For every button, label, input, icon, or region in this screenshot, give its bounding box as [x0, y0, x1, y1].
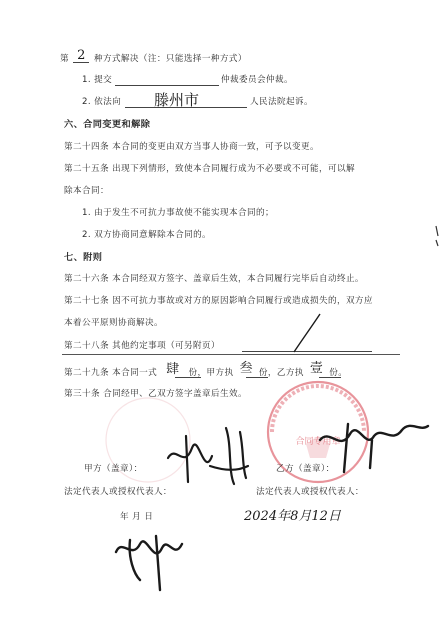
article-28: 第二十八条 其他约定事项（可另附页）: [64, 341, 221, 351]
option2-prefix: 2. 依法向: [82, 97, 122, 107]
article-29-suffix: 份。: [329, 368, 348, 378]
party-a-date: 年 月 日: [120, 512, 154, 522]
method-prefix: 第: [60, 54, 69, 64]
article-25-line1: 第二十五条 出现下列情形，致使本合同履行成为不必要或不可能，可以解: [64, 164, 355, 174]
article-30: 第三十条 合同经甲、乙双方签字盖章后生效。: [64, 389, 248, 399]
article-29-mid2: 份，乙方执: [258, 368, 304, 378]
option1-prefix: 1. 提交: [82, 75, 113, 85]
method-number-handwritten: 2: [77, 48, 86, 63]
item-1: 1. 由于发生不可抗力事故使不能实现本合同的；: [82, 208, 275, 218]
copies-b-handwritten: 壹: [309, 361, 324, 376]
article-29-prefix: 第二十九条 本合同一式: [64, 368, 158, 378]
article-27-line1: 第二十七条 因不可抗力事故或对方的原因影响合同履行或造成损失的，双方应: [64, 296, 373, 306]
svg-text:合同专用章: 合同专用章: [295, 437, 341, 447]
item-2: 2. 双方协商同意解除本合同的。: [82, 230, 212, 240]
section7-title: 七、附则: [64, 252, 103, 263]
option2-suffix: 人民法院起诉。: [250, 97, 313, 107]
article-24: 第二十四条 本合同的变更由双方当事人协商一致，可予以变更。: [64, 142, 319, 152]
article-29-mid1: 份，甲方执: [188, 368, 234, 378]
article-27-line2: 本着公平原则协商解决。: [64, 318, 163, 328]
party-b-date-handwritten: 2024年8月12日: [244, 509, 341, 524]
method-suffix: 种方式解决（注：只能选择一种方式）: [93, 54, 247, 64]
article-25-line2: 除本合同：: [64, 186, 109, 196]
article-26: 第二十六条 本合同经双方签字、盖章后生效，本合同履行完毕后自动终止。: [64, 274, 364, 284]
party-b-representative: 法定代表人或授权代表人：: [256, 487, 364, 497]
copies-total-handwritten: 肆: [166, 362, 180, 377]
party-a-label: 甲方（盖章）：: [84, 464, 143, 474]
copies-a-handwritten: 叁: [239, 361, 253, 376]
option1-suffix: 仲裁委员会仲裁。: [221, 75, 293, 85]
party-b-label: 乙方（盖章）：: [276, 464, 335, 474]
party-a-representative: 法定代表人或授权代表人：: [64, 487, 172, 497]
court-handwritten: 滕州市: [154, 91, 200, 109]
section6-title: 六、合同变更和解除: [64, 119, 151, 130]
